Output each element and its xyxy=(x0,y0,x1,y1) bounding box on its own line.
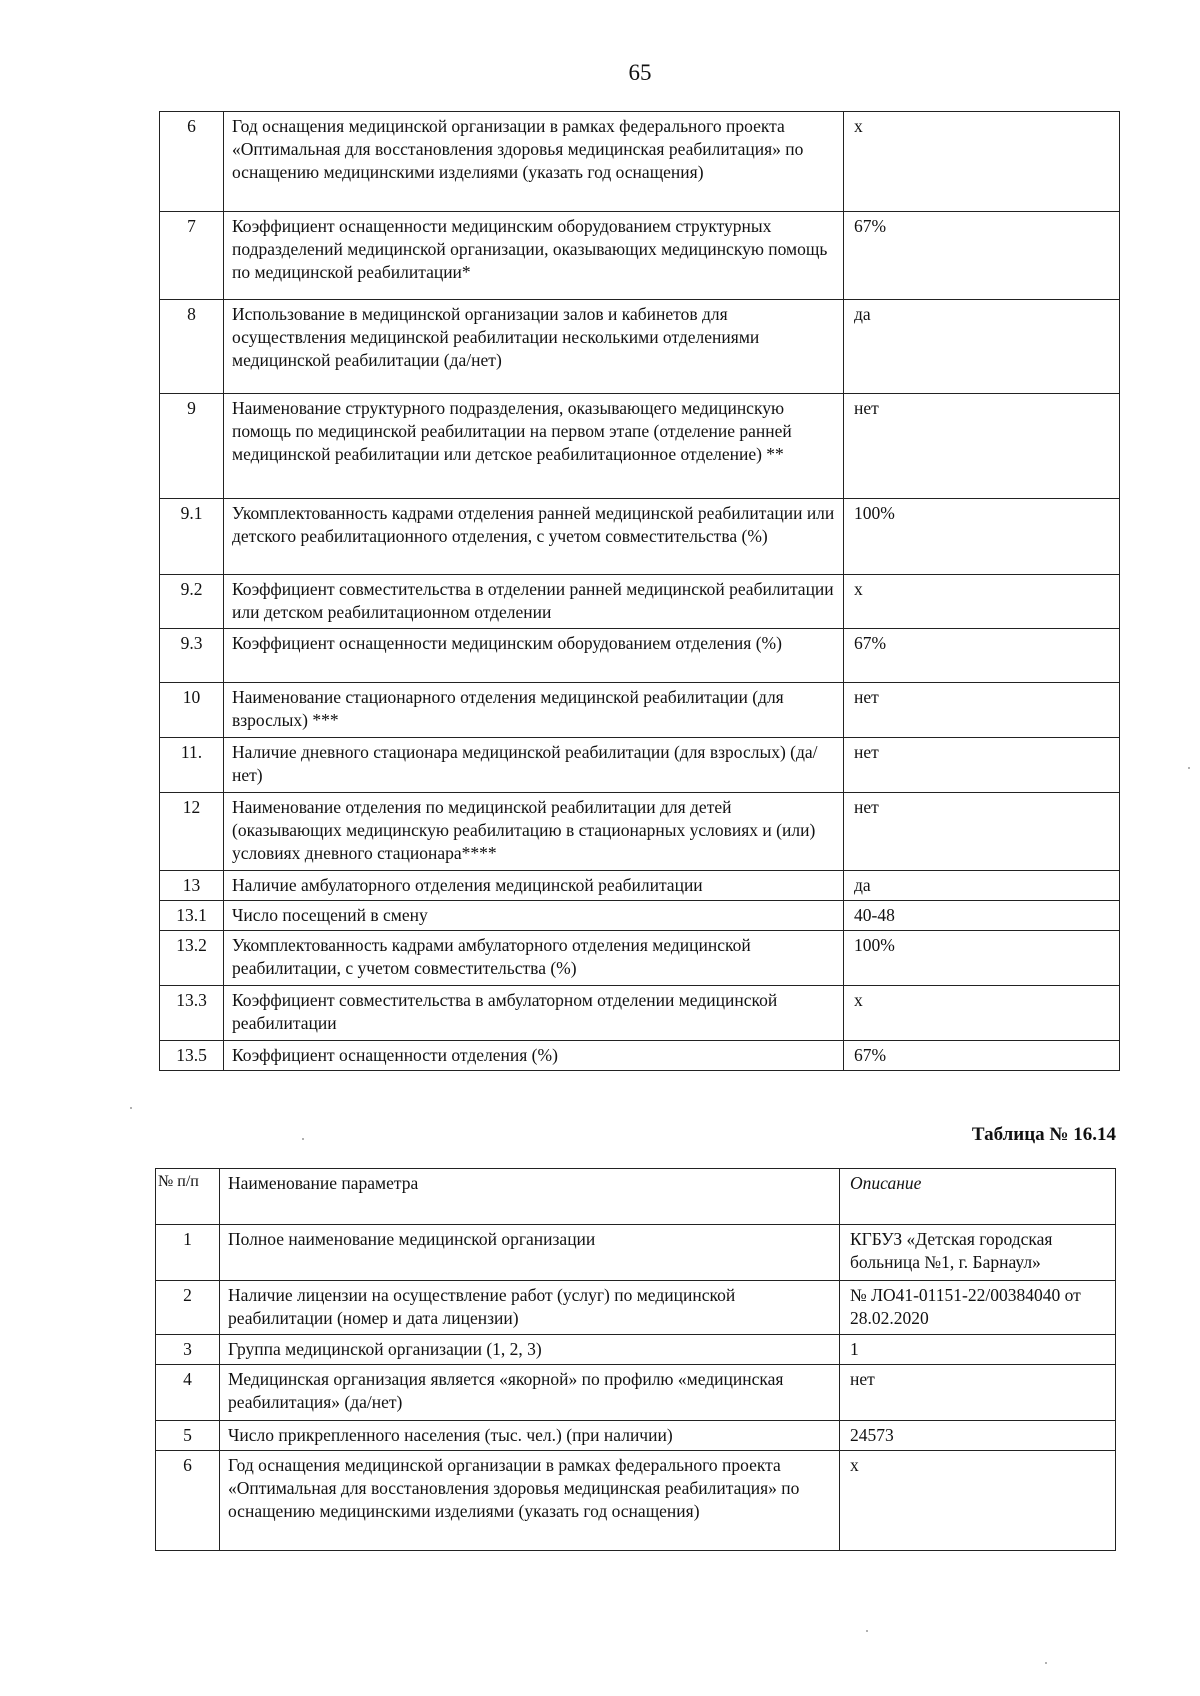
row-parameter: Наименование стационарного отделения медицинской реабилитации (для взрослых) *** xyxy=(224,683,844,738)
row-value: КГБУЗ «Детская городская больница №1, г. Барнаул» xyxy=(840,1225,1116,1281)
scan-speck xyxy=(130,1107,132,1109)
row-parameter: Год оснащения медицинской организации в рамках федерального проекта «Оптимальная для восстановления здоровья медицинская реабилитация» по оснащению медицинскими изделиями (указать год оснащения) xyxy=(224,112,844,212)
row-value: нет xyxy=(844,394,1120,499)
row-number: 9.2 xyxy=(160,575,224,629)
row-number: 3 xyxy=(156,1335,220,1365)
table-row xyxy=(160,793,1120,871)
table-row xyxy=(160,1041,1120,1071)
row-parameter: Коэффициент оснащенности медицинским оборудованием структурных подразделений медицинской организации, оказывающих медицинскую помощь по медицинской реабилитации* xyxy=(224,212,844,300)
row-parameter: Коэффициент оснащенности отделения (%) xyxy=(224,1041,844,1071)
row-value: х xyxy=(844,575,1120,629)
row-value: х xyxy=(844,986,1120,1041)
row-number: 13.1 xyxy=(160,901,224,931)
table-row xyxy=(160,901,1120,931)
row-number: 7 xyxy=(160,212,224,300)
header-number: № п/п xyxy=(156,1169,220,1225)
row-number: 5 xyxy=(156,1421,220,1451)
table-row xyxy=(160,738,1120,793)
table-row xyxy=(160,394,1120,499)
row-parameter: Год оснащения медицинской организации в рамках федерального проекта «Оптимальная для восстановления здоровья медицинская реабилитация» по оснащению медицинскими изделиями (указать год оснащения) xyxy=(220,1451,840,1551)
row-number: 13.3 xyxy=(160,986,224,1041)
row-value: да xyxy=(844,871,1120,901)
row-parameter: Укомплектованность кадрами отделения ранней медицинской реабилитации или детского реабилитационного отделения, с учетом совместительства (%) xyxy=(224,499,844,575)
row-number: 4 xyxy=(156,1365,220,1421)
row-number: 6 xyxy=(156,1451,220,1551)
table-header-row xyxy=(156,1169,1116,1225)
row-parameter: Число посещений в смену xyxy=(224,901,844,931)
row-number: 11. xyxy=(160,738,224,793)
row-number: 2 xyxy=(156,1281,220,1335)
table-row xyxy=(156,1421,1116,1451)
row-value: да xyxy=(844,300,1120,394)
row-parameter: Коэффициент совместительства в амбулаторном отделении медицинской реабилитации xyxy=(224,986,844,1041)
row-number: 10 xyxy=(160,683,224,738)
row-value: нет xyxy=(840,1365,1116,1421)
row-value: 67% xyxy=(844,1041,1120,1071)
scan-speck xyxy=(302,1138,304,1140)
row-number: 13.5 xyxy=(160,1041,224,1071)
parameters-table-16-14 xyxy=(155,1168,1116,1551)
table-caption: Таблица № 16.14 xyxy=(971,1124,1116,1145)
row-value: 100% xyxy=(844,931,1120,986)
row-number: 8 xyxy=(160,300,224,394)
row-parameter: Наличие амбулаторного отделения медицинской реабилитации xyxy=(224,871,844,901)
table-row xyxy=(160,300,1120,394)
row-number: 13 xyxy=(160,871,224,901)
row-parameter: Медицинская организация является «якорной» по профилю «медицинская реабилитация» (да/нет) xyxy=(220,1365,840,1421)
row-number: 1 xyxy=(156,1225,220,1281)
row-parameter: Полное наименование медицинской организации xyxy=(220,1225,840,1281)
scan-speck xyxy=(1045,1662,1047,1664)
table-row xyxy=(160,931,1120,986)
header-description: Описание xyxy=(840,1169,1116,1225)
row-value: нет xyxy=(844,738,1120,793)
scan-speck xyxy=(1188,767,1190,769)
row-number: 13.2 xyxy=(160,931,224,986)
row-parameter: Наличие дневного стационара медицинской реабилитации (для взрослых) (да/нет) xyxy=(224,738,844,793)
table-row xyxy=(156,1281,1116,1335)
table-row xyxy=(156,1451,1116,1551)
row-value: х xyxy=(840,1451,1116,1551)
table-row xyxy=(160,683,1120,738)
table-row xyxy=(156,1365,1116,1421)
row-parameter: Число прикрепленного населения (тыс. чел.) (при наличии) xyxy=(220,1421,840,1451)
row-number: 9.1 xyxy=(160,499,224,575)
row-value: 40-48 xyxy=(844,901,1120,931)
row-value: х xyxy=(844,112,1120,212)
row-value: 100% xyxy=(844,499,1120,575)
row-parameter: Коэффициент оснащенности медицинским оборудованием отделения (%) xyxy=(224,629,844,683)
table-row xyxy=(160,986,1120,1041)
row-value: 24573 xyxy=(840,1421,1116,1451)
table-row xyxy=(160,112,1120,212)
page-number: 65 xyxy=(628,60,652,85)
scan-speck xyxy=(866,1630,868,1632)
row-parameter: Использование в медицинской организации залов и кабинетов для осуществления медицинской реабилитации несколькими отделениями медицинской реабилитации (да/нет) xyxy=(224,300,844,394)
row-parameter: Группа медицинской организации (1, 2, 3) xyxy=(220,1335,840,1365)
table-row xyxy=(160,871,1120,901)
row-parameter: Наименование отделения по медицинской реабилитации для детей (оказывающих медицинскую реабилитацию в стационарных условиях и (или) условиях дневного стационара**** xyxy=(224,793,844,871)
table-row xyxy=(156,1225,1116,1281)
row-number: 9 xyxy=(160,394,224,499)
row-parameter: Коэффициент совместительства в отделении ранней медицинской реабилитации или детском реабилитационном отделении xyxy=(224,575,844,629)
row-parameter: Наличие лицензии на осуществление работ (услуг) по медицинской реабилитации (номер и дата лицензии) xyxy=(220,1281,840,1335)
row-value: 67% xyxy=(844,212,1120,300)
row-number: 6 xyxy=(160,112,224,212)
table-row xyxy=(160,499,1120,575)
row-value: нет xyxy=(844,793,1120,871)
parameters-table-continued xyxy=(159,111,1120,1071)
row-value: № ЛО41-01151-22/00384040 от 28.02.2020 xyxy=(840,1281,1116,1335)
row-value: 1 xyxy=(840,1335,1116,1365)
row-value: 67% xyxy=(844,629,1120,683)
row-number: 12 xyxy=(160,793,224,871)
row-parameter: Укомплектованность кадрами амбулаторного отделения медицинской реабилитации, с учетом совместительства (%) xyxy=(224,931,844,986)
table-row xyxy=(156,1335,1116,1365)
table-row xyxy=(160,212,1120,300)
row-value: нет xyxy=(844,683,1120,738)
row-parameter: Наименование структурного подразделения, оказывающего медицинскую помощь по медицинской реабилитации на первом этапе (отделение ранней медицинской реабилитации или детское реабилитационное отделение) ** xyxy=(224,394,844,499)
header-parameter: Наименование параметра xyxy=(220,1169,840,1225)
table-row xyxy=(160,575,1120,629)
row-number: 9.3 xyxy=(160,629,224,683)
table-row xyxy=(160,629,1120,683)
